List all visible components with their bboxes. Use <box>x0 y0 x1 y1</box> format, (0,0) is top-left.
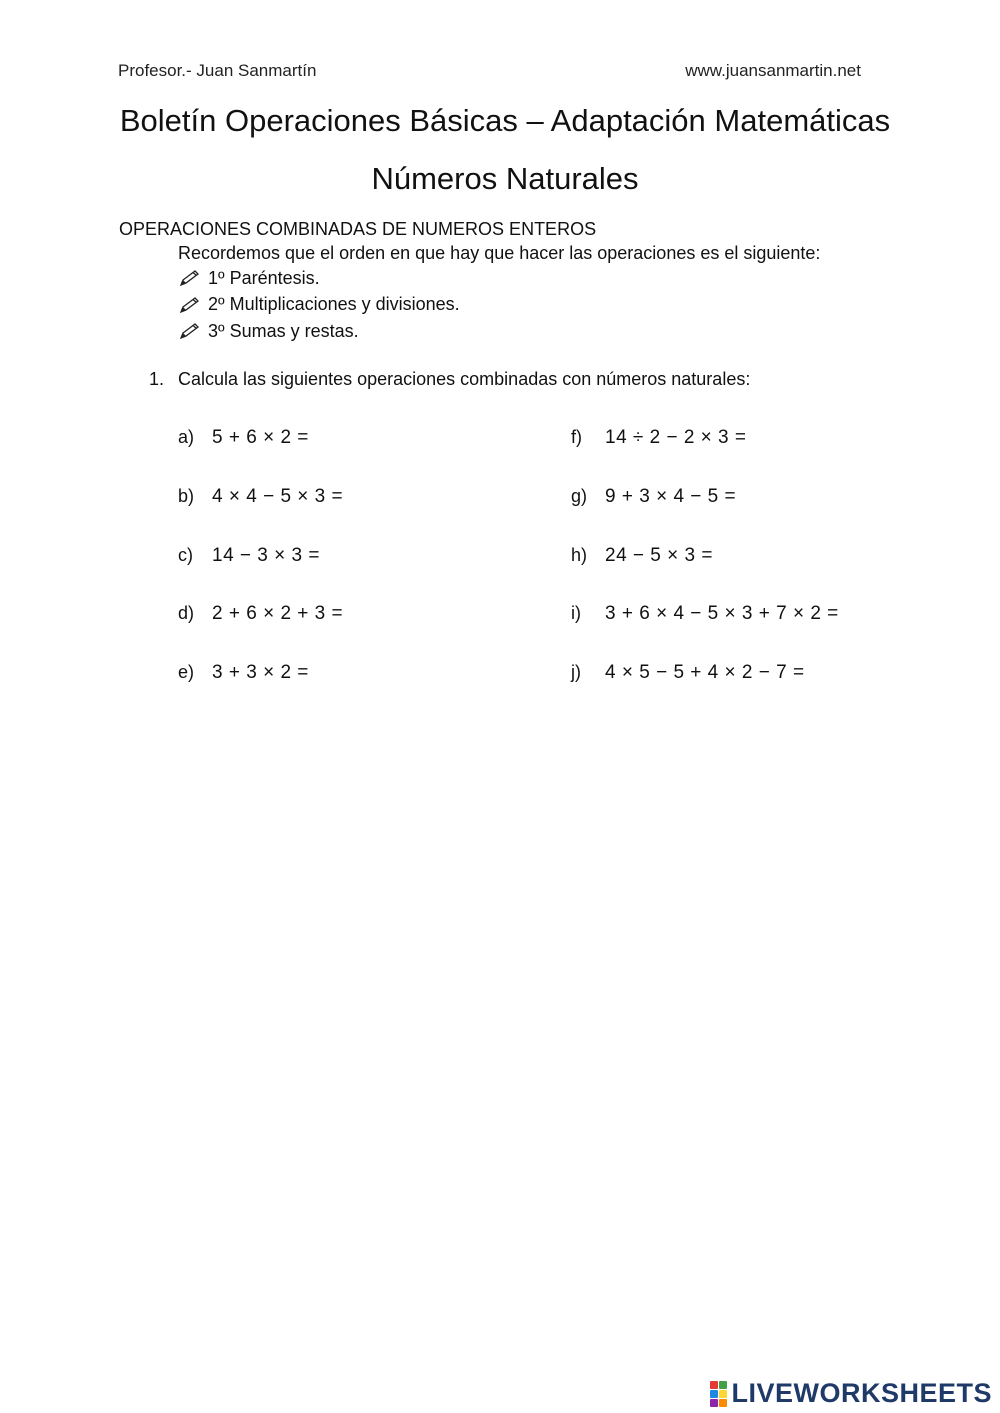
exercise-c <box>178 545 320 567</box>
intro-text: Recordemos que el orden en que hay que hacer las operaciones es el siguiente: <box>178 243 821 263</box>
exercise-label: h) <box>571 545 588 565</box>
exercise-label: b) <box>178 486 195 506</box>
logo-text: LIVEWORKSHEETS <box>731 1378 992 1408</box>
logo-block <box>710 1390 718 1398</box>
exercise-d <box>178 603 343 625</box>
exercise-label: f) <box>571 427 582 447</box>
exercise-expression: 5 + 6 × 2 = <box>212 427 309 448</box>
exercise-label: i) <box>571 603 581 623</box>
exercise-f <box>571 427 747 449</box>
liveworksheets-logo[interactable] <box>710 1378 992 1409</box>
header-website: www.juansanmartin.net <box>685 61 861 80</box>
exercise-expression: 3 + 6 × 4 − 5 × 3 + 7 × 2 = <box>605 603 839 624</box>
exercise-j <box>571 662 805 684</box>
header-author: Profesor.- Juan Sanmartín <box>118 61 317 80</box>
exercise-i <box>571 603 839 625</box>
exercise-a <box>178 427 309 449</box>
rule-text: 3º Sumas y restas. <box>208 320 359 341</box>
page-subtitle: Números Naturales <box>371 161 639 196</box>
exercise-expression: 9 + 3 × 4 − 5 = <box>605 486 737 507</box>
exercise-expression: 14 ÷ 2 − 2 × 3 = <box>605 427 747 448</box>
rule-item <box>178 292 460 319</box>
question-text: Calcula las siguientes operaciones combinadas con números naturales: <box>178 369 751 389</box>
exercise-label: c) <box>178 545 193 565</box>
logo-blocks-icon <box>710 1381 727 1407</box>
exercise-expression: 3 + 3 × 2 = <box>212 662 309 683</box>
exercise-expression: 24 − 5 × 3 = <box>605 545 713 566</box>
rule-text: 2º Multiplicaciones y divisiones. <box>208 294 460 315</box>
question-number: 1. <box>149 369 165 389</box>
logo-block <box>719 1399 727 1407</box>
exercise-e <box>178 662 309 684</box>
exercise-expression: 14 − 3 × 3 = <box>212 545 320 566</box>
exercise-g <box>571 486 736 508</box>
exercise-label: a) <box>178 427 195 447</box>
exercise-expression: 4 × 4 − 5 × 3 = <box>212 486 344 507</box>
pencil-icon <box>178 295 202 315</box>
order-rules-list <box>178 265 460 345</box>
logo-block <box>710 1381 718 1389</box>
exercise-label: g) <box>571 486 588 506</box>
logo-block <box>719 1390 727 1398</box>
logo-block <box>719 1381 727 1389</box>
exercise-label: e) <box>178 662 195 682</box>
rule-text: 1º Paréntesis. <box>208 267 320 288</box>
exercise-label: j) <box>571 662 581 682</box>
rule-item <box>178 265 460 292</box>
logo-block <box>710 1399 718 1407</box>
exercise-b <box>178 486 343 508</box>
rule-item <box>178 318 460 345</box>
section-heading: OPERACIONES COMBINADAS DE NUMEROS ENTEROS <box>119 219 597 239</box>
exercise-expression: 2 + 6 × 2 + 3 = <box>212 603 344 624</box>
exercise-label: d) <box>178 603 195 623</box>
exercise-h <box>571 545 713 567</box>
exercise-expression: 4 × 5 − 5 + 4 × 2 − 7 = <box>605 662 805 683</box>
pencil-icon <box>178 268 202 288</box>
page-title: Boletín Operaciones Básicas – Adaptación Matemáticas <box>119 103 891 138</box>
pencil-icon <box>178 321 202 341</box>
